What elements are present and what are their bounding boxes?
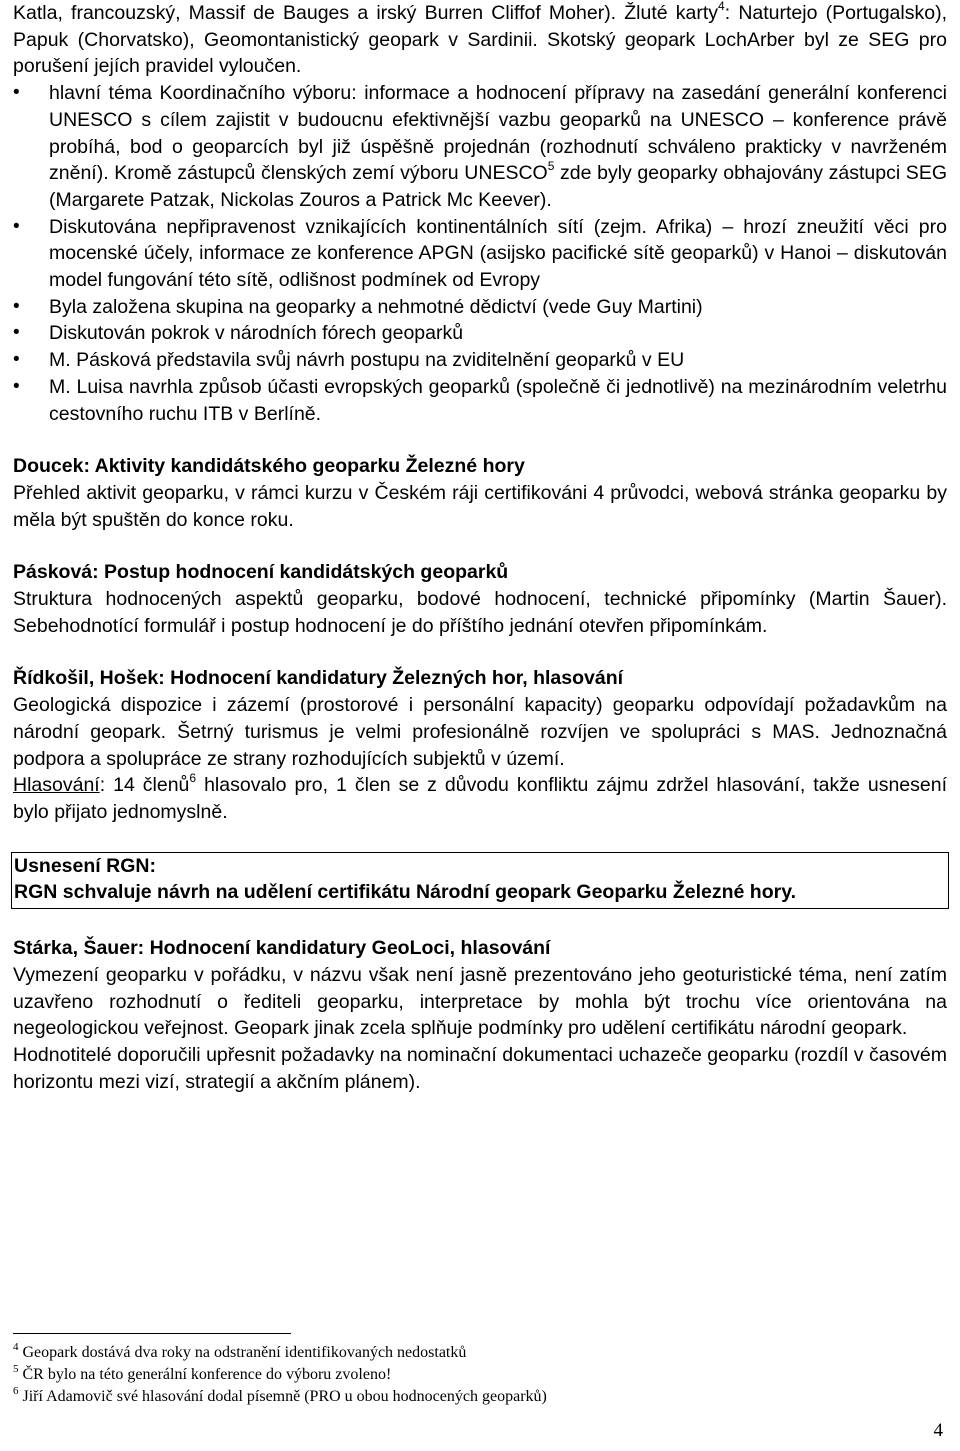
list-item: • Byla založena skupina na geoparky a nehmotné dědictví (vede Guy Martini) — [13, 294, 947, 321]
section-heading-starka: Stárka, Šauer: Hodnocení kandidatury GeoLoci, hlasování — [13, 937, 551, 960]
vote-label: Hlasování — [13, 774, 100, 797]
intro-paragraph — [13, 0, 947, 80]
footnote-ref-5[interactable]: 5 — [547, 158, 555, 173]
resolution-box — [11, 852, 949, 909]
section-text-starka-1: Vymezení geoparku v pořádku, v názvu však není jasně prezentováno jeho geoturistické téma, není zatím uzavřeno rozhodnutí o řediteli geoparku, interpretace by mohla být trochu více orientována na negeologickou veřejnost. Geopark jinak zcela splňuje podmínky pro udělení certifikátu národní geopark. — [13, 963, 947, 1040]
intro-text-b: : Naturtejo (Portugalsko), Papuk (Chorvatsko), Geomontanistický geopark v Sardinii. Skotský geopark LochArber byl ze SEG pro porušení jejích pravidel vyloučen. — [13, 2, 947, 78]
footnote-divider — [13, 1333, 291, 1334]
footnote-ref-4[interactable]: 4 — [718, 0, 725, 13]
list-item: • hlavní téma Koordinačního výboru: informace a hodnocení přípravy na zasedání generální konferenci UNESCO s cílem zajistit v budoucnu efektivnější vazbu geoparků na UNESCO – konference právě probíhá, bod o geoparcích byl již úspěšně projednán (rozhodnutí schváleno prakticky v navrženém znění). Kromě zástupců členských zemí výboru UNESCO$^5$ zde byly geoparky obhajovány zástupci SEG (Margarete Patzak, Nickolas Zouros a Patrick Mc Keever). — [13, 80, 947, 214]
section-heading-doucek: Doucek: Aktivity kandidátského geoparku Železné hory — [13, 455, 525, 478]
page-number: 4 — [933, 1420, 943, 1441]
footnote: $^5$ ČR bylo na této generální konference do výboru zvoleno! — [13, 1362, 392, 1383]
section-text-paskova: Struktura hodnocených aspektů geoparku, bodové hodnocení, technické připomínky (Martin Šauer). Sebehodnotící formulář i postup hodnocení je do příštího jednání otevřen připomínkám. — [13, 588, 947, 637]
footnote: $^6$ Jiří Adamovič své hlasování dodal písemně (PRO u obou hodnocených geoparků) — [13, 1384, 547, 1405]
footnote: $^4$ Geopark dostává dva roky na odstranění identifikovaných nedostatků — [13, 1340, 467, 1361]
list-item: • M. Luisa navrhla způsob účasti evropských geoparků (společně či jednotlivě) na mezinárodním veletrhu cestovního ruchu ITB v Berlíně. — [13, 374, 947, 427]
resolution-title: Usnesení RGN: — [14, 854, 156, 877]
list-item: • Diskutována nepřipravenost vznikajících kontinentálních sítí (zejm. Afrika) – hrozí zneužití věci pro mocenské účely, informace ze konference APGN (asijsko pacifické sítě geoparků) v Hanoi – diskutován model fungování této sítě, odlišnost podmínek od Evropy — [13, 214, 947, 294]
bullet-list — [13, 80, 947, 427]
section-heading-ridkosil: Řídkošil, Hošek: Hodnocení kandidatury Železných hor, hlasování — [13, 667, 624, 690]
section-text-ridkosil: Geologická dispozice i zázemí (prostorové i personální kapacity) geoparku odpovídají požadavkům na národní geopark. Šetrný turismus je velmi profesionálně rozvíjen ve spolupráci s MAS. Jednoznačná podpora a spolupráce ze strany rozhodujících subjektů v území. — [13, 694, 947, 770]
section-text-starka-2: Hodnotitelé doporučili upřesnit požadavky na nominační dokumentaci uchazeče geoparku (rozdíl v časovém horizontu mezi vizí, strategií a akčním plánem). — [13, 1043, 947, 1093]
footnotes — [13, 1342, 913, 1408]
list-item: • Diskutován pokrok v národních fórech geoparků — [13, 320, 947, 347]
section-heading-paskova: Pásková: Postup hodnocení kandidátských geoparků — [13, 561, 509, 584]
document-body — [13, 0, 947, 1095]
resolution-text: RGN schvaluje návrh na udělení certifikátu Národní geopark Geoparku Železné hory. — [14, 881, 797, 904]
list-item: • M. Pásková představila svůj návrh postupu na zviditelnění geoparků v EU — [13, 347, 947, 374]
section-text-doucek: Přehled aktivit geoparku, v rámci kurzu v Českém ráji certifikováni 4 průvodci, webová stránka geoparku by měla být spuštěn do konce roku. — [13, 481, 947, 531]
footnote-ref-6[interactable]: 6 — [189, 770, 197, 785]
vote-paragraph: Hlasování: 14 členů$^6$ hlasovalo pro, 1 člen se z důvodu konfliktu zájmu zdržel hlasování, takže usnesení bylo přijato jednomyslně. — [13, 770, 947, 823]
intro-text-a: Katla, francouzský, Massif de Bauges a irský Burren Cliffof Moher). Žluté karty — [13, 2, 719, 24]
